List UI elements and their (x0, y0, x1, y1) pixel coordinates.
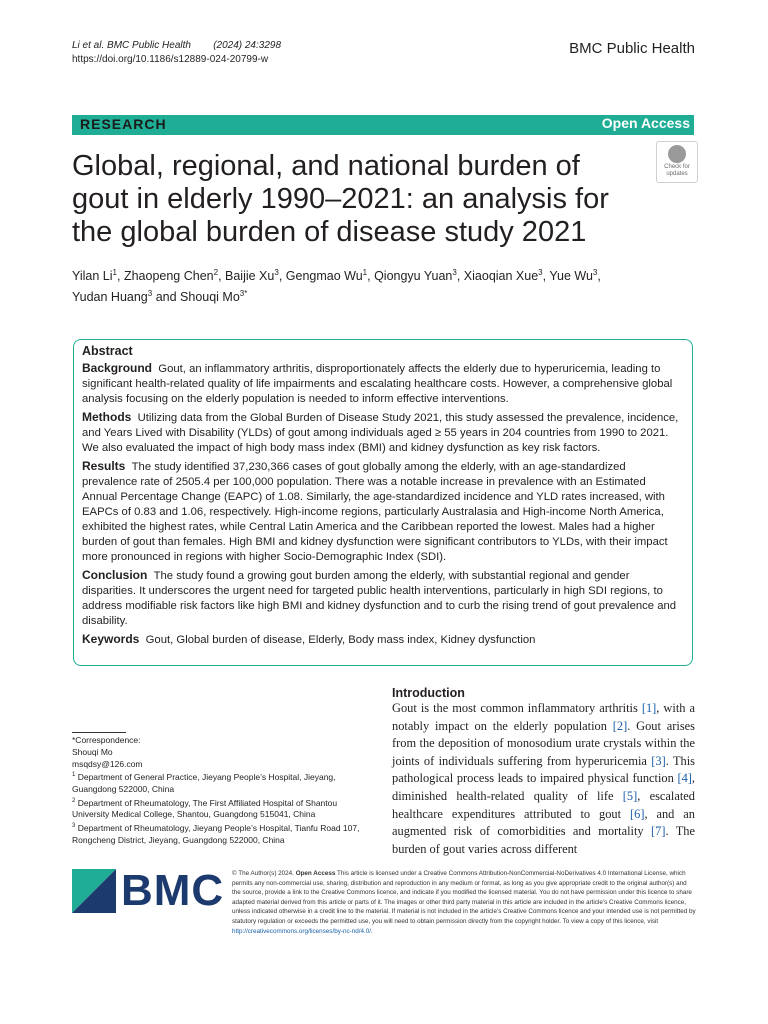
bmc-logo-text: BMC (121, 866, 225, 915)
citation-link[interactable]: [4] (677, 771, 692, 786)
background-text: Gout, an inflammatory arthritis, disproportionately affects the elderly due to hyperuricemia, leading to significant health-related quality of life impairments and escalating healthcare costs. However, a comprehensive global analysis focusing on the elderly population is needed to inform effective interventions. (82, 363, 673, 405)
author-affiliation-marker: 2 (213, 268, 219, 277)
abstract-keywords (82, 632, 683, 648)
affiliation-marker: 2 (72, 797, 76, 804)
introduction-text: , escalated healthcare expenditures attributed to gout (392, 788, 695, 821)
author-name: Yue Wu (549, 269, 593, 284)
affiliation-list (72, 770, 362, 846)
check-for-updates-button[interactable] (656, 141, 696, 181)
license-open-access: Open Access (295, 870, 336, 877)
author-name: Xiaoqian Xue (463, 269, 539, 284)
affiliation-item (72, 821, 362, 846)
author-name: Baijie Xu (225, 269, 275, 284)
citation-link[interactable]: [2] (612, 718, 628, 733)
check-updates-line1: Check for (664, 164, 690, 170)
author-affiliation-marker: 1 (362, 268, 368, 277)
introduction-text: , and an augmented risk of comorbidities and mortality (392, 806, 695, 839)
introduction-section (392, 686, 695, 858)
conclusion-label: Conclusion (82, 568, 148, 582)
correspondence-name: Shouqi Mo (72, 746, 113, 757)
citation-link[interactable]: [6] (630, 806, 645, 821)
article-type-label: RESEARCH (80, 116, 167, 132)
citation-link[interactable]: [1] (641, 701, 657, 715)
article-title: Global, regional, and national burden of gout in elderly 1990–2021: an analysis for the global burden of disease study 2021 (72, 150, 609, 248)
citation-link[interactable]: [7] (651, 824, 666, 839)
affiliation-item (72, 770, 362, 795)
abstract-methods (82, 410, 683, 456)
introduction-text: , with a notably impact on the elderly population (392, 701, 695, 733)
keywords-text: Gout, Global burden of disease, Elderly, Body mass index, Kidney dysfunction (145, 634, 536, 646)
bmc-logo-mark-icon (72, 869, 116, 913)
introduction-text: Gout is the most common inflammatory arthritis (392, 701, 642, 715)
author-affiliation-marker: 3 (274, 268, 279, 277)
author-name: Qiongyu Yuan (374, 269, 453, 284)
abstract-conclusion (82, 568, 683, 629)
affiliation-text: Department of General Practice, Jieyang People’s Hospital, Jieyang, Guangdong 522000, China (72, 772, 336, 795)
bmc-logo (72, 866, 225, 915)
introduction-text: . The burden of gout varies across different (392, 824, 695, 856)
abstract-box (73, 339, 693, 666)
citation-year: (2024) 24:3298 (213, 40, 282, 51)
check-updates-icon (668, 145, 686, 163)
methods-label: Methods (82, 410, 132, 424)
introduction-heading: Introduction (392, 686, 465, 700)
results-text: The study identified 37,230,366 cases of gout globally among the elderly, with an age-standardized prevalence rate of 2505.4 per 100,000 population. There was a notable increase in prevalence with an Estimated Annual Percentage Change (EAPC) of 1.08. Similarly, the age-standardized incidence and YLD rates increased, with EAPCs of 0.83 and 1.06, respectively. High-income regions, particularly Australasia and High-income North America, exhibited the highest rates, while Central Latin America and the Caribbean reported the lowest. Males had a higher burden of gout than females. High BMI and kidney dysfunction were significant contributors to YLDs, with their impact more pronounced in regions with higher Socio-Demographic Index (SDI). (82, 461, 668, 563)
citation-header (72, 39, 281, 67)
author-name: Yudan Huang (72, 290, 148, 305)
abstract-background (82, 361, 683, 407)
author-affiliation-marker: 3* (239, 289, 248, 299)
footnote-divider (72, 732, 126, 733)
affiliation-text: Department of Rheumatology, The First Affiliated Hospital of Shantou University Medical College, Shantou, Guangdong 515041, China (72, 797, 338, 820)
conclusion-text: The study found a growing gout burden among the elderly, with substantial regional and gender disparities. It underscores the urgent need for targeted public health interventions, particularly in high SDI regions, to address modifiable risk factors like high BMI and kidney dysfunction and to curb the rising trend of gout prevalence and disability. (82, 570, 677, 627)
author-affiliation-marker: 3 (592, 268, 598, 277)
abstract-heading: Abstract (82, 344, 133, 358)
license-suffix: . (370, 927, 373, 935)
correspondence-block (72, 732, 362, 847)
citation-authors: Li et al. BMC Public Health (72, 40, 191, 51)
affiliation-item (72, 796, 362, 821)
introduction-body (392, 700, 695, 858)
doi-link[interactable]: https://doi.org/10.1186/s12889-024-20799-w (72, 54, 269, 65)
introduction-text: . Gout arises from the deposition of monosodium urate crystals within the joints of individuals suffering from hyperuricemia (392, 718, 695, 768)
methods-text: Utilizing data from the Global Burden of Disease Study 2021, this study assessed the prevalence, incidence, and Years Lived with Disability (YLDs) of gout among individuals aged ≥ 55 years in 204 countries from 1990 to 2021. We also evaluated the impact of high body mass index (BMI) and kidney dysfunction as key risk factors. (82, 412, 679, 454)
author-name: Gengmao Wu (285, 269, 363, 284)
author-affiliation-marker: 1 (112, 268, 117, 277)
journal-name: BMC Public Health (569, 40, 695, 57)
author-name: Zhaopeng Chen (123, 269, 214, 284)
correspondence-label: *Correspondence: (72, 735, 141, 745)
author-affiliation-marker: 3 (452, 268, 457, 277)
keywords-label: Keywords (82, 632, 140, 646)
results-label: Results (82, 459, 126, 473)
author-list: Yilan Li$^1$, Zhaopeng Chen$^2$, Baijie Xu$^3$, Gengmao Wu$^1$, Qiongyu Yuan$^3$, Xiaoqian Xue$^3$, Yue Wu$^3$, Yudan Huang$^3$ and Shouqi $Mo^{3*}$ (72, 268, 601, 305)
citation-link[interactable]: [3] (651, 753, 666, 768)
license-url-link[interactable]: http://creativecommons.org/licenses/by-nc-nd/4.0/ (232, 927, 371, 935)
introduction-text: , diminished health-related quality of life (392, 771, 695, 803)
article-type-band (72, 115, 694, 135)
author-name: Shouqi Mo (180, 290, 240, 305)
correspondence-email[interactable]: msqdsy@126.com (72, 758, 143, 769)
open-access-label: Open Access (601, 115, 690, 131)
author-affiliation-marker: 3 (147, 289, 153, 299)
license-text (232, 869, 696, 936)
background-label: Background (82, 361, 153, 375)
abstract-results (82, 459, 683, 565)
introduction-text: . This pathological process leads to impaired physical function (392, 753, 696, 786)
check-updates-line2: updates (666, 171, 688, 177)
license-prefix: © The Author(s) 2024. (232, 870, 294, 877)
author-affiliation-marker: 3 (538, 268, 543, 277)
citation-link[interactable]: [5] (622, 788, 638, 803)
license-body: This article is licensed under a Creative Commons Attribution-NonCommercial-NoDerivatives 4.0 International License, which permits any non-commercial use, sharing, distribution and reproduction in any medium or format, as long as you give appropriate credit to the original author(s) and the source, provide a link to the Creative Commons licence, and indicate if you modified the licensed material. You do not have permission under this licence to share adapted material derived from this article or parts of it. The images or other third party material in this article are included in the article’s Creative Commons licence, unless indicated otherwise in a credit line to the material. If material is not included in the article’s Creative Commons licence and your intended use is not permitted by statutory regulation or exceeds the permitted use, you will need to obtain permission directly from the copyright holder. To view a copy of this licence, visit (232, 870, 696, 925)
affiliation-text: Department of Rheumatology, Jieyang People’s Hospital, Tianfu Road 107, Rongcheng District, Jieyang, Guangdong 522000, China (72, 823, 360, 845)
author-name: Yilan Li (72, 269, 113, 284)
affiliation-marker: 3 (72, 823, 76, 830)
affiliation-marker: 1 (72, 772, 76, 779)
